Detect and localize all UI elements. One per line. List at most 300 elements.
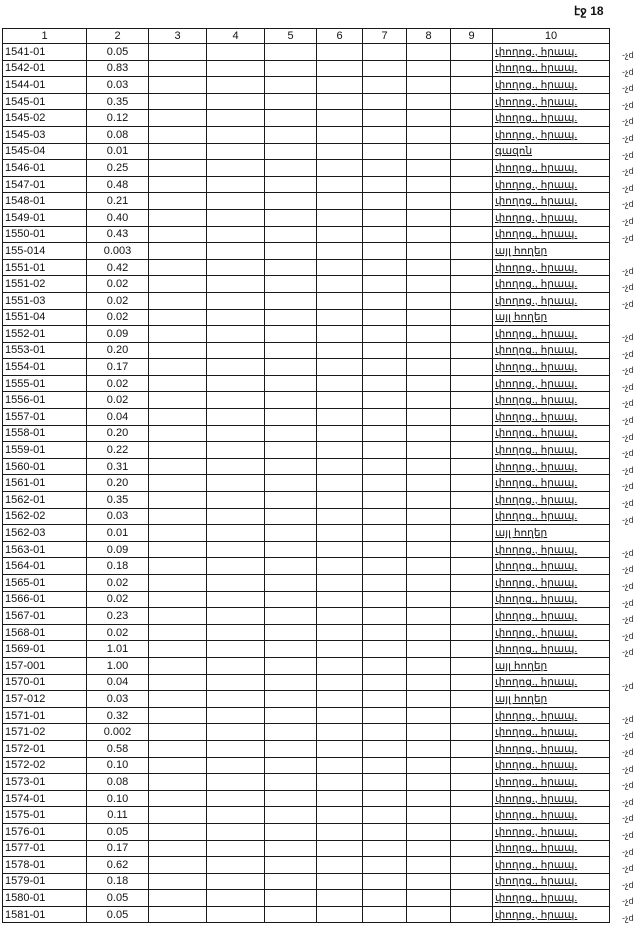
parcel-id-cell: 1562-01: [3, 492, 87, 509]
empty-cell: [149, 359, 207, 376]
column-header: 8: [407, 29, 451, 44]
empty-cell: [149, 475, 207, 492]
empty-cell: [451, 591, 493, 608]
area-cell: 0.25: [87, 160, 149, 177]
land-type-cell: փողոց., հրապ.: [493, 193, 610, 210]
empty-cell: [265, 44, 317, 61]
empty-cell: [407, 707, 451, 724]
land-type-cell: փողոց., հրապ.: [493, 508, 610, 525]
empty-cell: [363, 458, 407, 475]
empty-cell: [317, 375, 363, 392]
empty-cell: [317, 442, 363, 459]
empty-cell: [363, 624, 407, 641]
empty-cell: [265, 890, 317, 907]
empty-cell: [451, 774, 493, 791]
empty-cell: [149, 392, 207, 409]
empty-cell: [207, 906, 265, 923]
empty-cell: [451, 326, 493, 343]
empty-cell: [317, 707, 363, 724]
empty-cell: [363, 857, 407, 874]
empty-cell: [265, 823, 317, 840]
empty-cell: [451, 525, 493, 542]
land-type-cell: փողոց., հրապ.: [493, 840, 610, 857]
empty-cell: [265, 309, 317, 326]
empty-cell: [265, 492, 317, 509]
table-row: [3, 724, 610, 741]
empty-cell: [451, 110, 493, 127]
empty-cell: [317, 774, 363, 791]
margin-note: -չd: [622, 265, 634, 276]
empty-cell: [407, 840, 451, 857]
empty-cell: [317, 392, 363, 409]
empty-cell: [317, 906, 363, 923]
parcel-id-cell: 1542-01: [3, 60, 87, 77]
land-type-cell: փողոց., հրապ.: [493, 93, 610, 110]
empty-cell: [317, 342, 363, 359]
empty-cell: [265, 624, 317, 641]
table-row: [3, 44, 610, 61]
margin-note: -չd: [622, 66, 634, 77]
empty-cell: [317, 143, 363, 160]
empty-cell: [407, 342, 451, 359]
empty-cell: [317, 60, 363, 77]
empty-cell: [407, 790, 451, 807]
table-row: [3, 359, 610, 376]
land-type-cell: փողոց., հրապ.: [493, 724, 610, 741]
table-row: [3, 840, 610, 857]
empty-cell: [451, 840, 493, 857]
table-row: [3, 276, 610, 293]
margin-note: -չd: [622, 630, 634, 641]
parcel-id-cell: 1568-01: [3, 624, 87, 641]
table-row: [3, 93, 610, 110]
table-row: [3, 823, 610, 840]
empty-cell: [451, 60, 493, 77]
empty-cell: [149, 624, 207, 641]
empty-cell: [451, 691, 493, 708]
area-cell: 0.002: [87, 724, 149, 741]
empty-cell: [407, 209, 451, 226]
empty-cell: [451, 641, 493, 658]
empty-cell: [149, 209, 207, 226]
empty-cell: [363, 276, 407, 293]
land-type-cell: փողոց., հրապ.: [493, 375, 610, 392]
empty-cell: [207, 740, 265, 757]
margin-notes: [622, 47, 642, 926]
land-type-cell: փողոց., հրապ.: [493, 740, 610, 757]
empty-cell: [317, 492, 363, 509]
area-cell: 0.35: [87, 492, 149, 509]
empty-cell: [407, 458, 451, 475]
empty-cell: [265, 558, 317, 575]
empty-cell: [363, 657, 407, 674]
area-cell: 0.10: [87, 790, 149, 807]
empty-cell: [207, 160, 265, 177]
empty-cell: [451, 890, 493, 907]
empty-cell: [207, 442, 265, 459]
empty-cell: [149, 326, 207, 343]
table-row: [3, 657, 610, 674]
empty-cell: [207, 558, 265, 575]
parcel-id-cell: 1553-01: [3, 342, 87, 359]
column-header: 1: [3, 29, 87, 44]
land-type-cell: փողոց., հրապ.: [493, 110, 610, 127]
empty-cell: [451, 674, 493, 691]
empty-cell: [363, 243, 407, 260]
empty-cell: [265, 93, 317, 110]
empty-cell: [407, 807, 451, 824]
column-header: 10: [493, 29, 610, 44]
land-type-cell: փողոց., հրապ.: [493, 624, 610, 641]
margin-note: -չd: [622, 796, 634, 807]
empty-cell: [451, 226, 493, 243]
empty-cell: [451, 143, 493, 160]
empty-cell: [265, 425, 317, 442]
empty-cell: [265, 143, 317, 160]
margin-note: -չd: [622, 647, 634, 658]
empty-cell: [451, 541, 493, 558]
empty-cell: [317, 160, 363, 177]
empty-cell: [265, 906, 317, 923]
empty-cell: [265, 525, 317, 542]
margin-note: [622, 246, 642, 263]
empty-cell: [407, 624, 451, 641]
empty-cell: [363, 807, 407, 824]
empty-cell: [149, 77, 207, 94]
empty-cell: [407, 873, 451, 890]
area-cell: 0.05: [87, 906, 149, 923]
empty-cell: [149, 807, 207, 824]
area-cell: 1.01: [87, 641, 149, 658]
empty-cell: [265, 409, 317, 426]
empty-cell: [317, 657, 363, 674]
empty-cell: [407, 126, 451, 143]
empty-cell: [265, 359, 317, 376]
area-cell: 0.05: [87, 44, 149, 61]
empty-cell: [363, 326, 407, 343]
empty-cell: [407, 292, 451, 309]
empty-cell: [149, 160, 207, 177]
land-type-cell: փողոց., հրապ.: [493, 575, 610, 592]
empty-cell: [407, 60, 451, 77]
empty-cell: [265, 259, 317, 276]
empty-cell: [207, 209, 265, 226]
empty-cell: [207, 757, 265, 774]
area-cell: 0.02: [87, 392, 149, 409]
parcel-id-cell: 1580-01: [3, 890, 87, 907]
empty-cell: [149, 143, 207, 160]
land-type-cell: փողոց., հրապ.: [493, 160, 610, 177]
empty-cell: [363, 143, 407, 160]
area-cell: 0.003: [87, 243, 149, 260]
parcel-id-cell: 1570-01: [3, 674, 87, 691]
empty-cell: [363, 840, 407, 857]
table-row: [3, 624, 610, 641]
margin-note: -չd: [622, 763, 634, 774]
empty-cell: [149, 458, 207, 475]
empty-cell: [149, 176, 207, 193]
empty-cell: [149, 226, 207, 243]
empty-cell: [363, 209, 407, 226]
empty-cell: [317, 591, 363, 608]
land-type-cell: փողոց., հրապ.: [493, 409, 610, 426]
land-type-cell: փողոց., հրապ.: [493, 259, 610, 276]
empty-cell: [451, 375, 493, 392]
table-row: [3, 209, 610, 226]
empty-cell: [149, 292, 207, 309]
empty-cell: [407, 176, 451, 193]
parcel-id-cell: 1566-01: [3, 591, 87, 608]
table-row: [3, 243, 610, 260]
empty-cell: [407, 757, 451, 774]
column-header: 7: [363, 29, 407, 44]
margin-note: -չd: [622, 564, 634, 575]
land-type-cell: փողոց., հրապ.: [493, 541, 610, 558]
empty-cell: [317, 674, 363, 691]
empty-cell: [451, 160, 493, 177]
empty-cell: [317, 176, 363, 193]
empty-cell: [363, 392, 407, 409]
empty-cell: [149, 691, 207, 708]
empty-cell: [149, 840, 207, 857]
table-row: [3, 259, 610, 276]
empty-cell: [207, 176, 265, 193]
empty-cell: [149, 492, 207, 509]
land-type-cell: փողոց., հրապ.: [493, 591, 610, 608]
table-row: [3, 608, 610, 625]
empty-cell: [363, 342, 407, 359]
area-cell: 0.83: [87, 60, 149, 77]
empty-cell: [451, 392, 493, 409]
empty-cell: [363, 110, 407, 127]
empty-cell: [317, 309, 363, 326]
land-type-cell: փողոց., հրապ.: [493, 292, 610, 309]
empty-cell: [317, 209, 363, 226]
empty-cell: [317, 475, 363, 492]
empty-cell: [317, 193, 363, 210]
column-header: 5: [265, 29, 317, 44]
empty-cell: [451, 906, 493, 923]
area-cell: 0.11: [87, 807, 149, 824]
table-row: [3, 110, 610, 127]
empty-cell: [363, 359, 407, 376]
empty-cell: [363, 226, 407, 243]
empty-cell: [451, 276, 493, 293]
empty-cell: [317, 93, 363, 110]
empty-cell: [317, 126, 363, 143]
empty-cell: [363, 259, 407, 276]
table-row: [3, 442, 610, 459]
empty-cell: [207, 77, 265, 94]
empty-cell: [149, 823, 207, 840]
area-cell: 0.22: [87, 442, 149, 459]
area-cell: 0.02: [87, 575, 149, 592]
empty-cell: [451, 657, 493, 674]
margin-note: -չd: [622, 50, 634, 60]
margin-note: -չd: [622, 298, 634, 309]
margin-note: [622, 528, 642, 545]
empty-cell: [265, 60, 317, 77]
empty-cell: [207, 126, 265, 143]
land-type-cell: փողոց., հրապ.: [493, 276, 610, 293]
parcel-id-cell: 1551-01: [3, 259, 87, 276]
margin-note: -չd: [622, 182, 634, 193]
margin-note: -չd: [622, 514, 634, 525]
empty-cell: [149, 375, 207, 392]
parcel-id-cell: 1545-04: [3, 143, 87, 160]
column-header: 2: [87, 29, 149, 44]
empty-cell: [317, 541, 363, 558]
empty-cell: [451, 77, 493, 94]
empty-cell: [207, 226, 265, 243]
land-type-cell: փողոց., հրապ.: [493, 608, 610, 625]
margin-note: -չd: [622, 481, 634, 492]
empty-cell: [407, 591, 451, 608]
empty-cell: [451, 176, 493, 193]
margin-note: -չd: [622, 332, 634, 343]
empty-cell: [317, 641, 363, 658]
empty-cell: [265, 276, 317, 293]
empty-cell: [363, 740, 407, 757]
empty-cell: [207, 608, 265, 625]
parcel-id-cell: 1546-01: [3, 160, 87, 177]
empty-cell: [149, 657, 207, 674]
land-type-cell: փողոց., հրապ.: [493, 857, 610, 874]
margin-note: -չd: [622, 746, 634, 757]
empty-cell: [363, 674, 407, 691]
parcel-id-cell: 1564-01: [3, 558, 87, 575]
table-row: [3, 575, 610, 592]
empty-cell: [317, 77, 363, 94]
land-type-cell: փողոց., հրապ.: [493, 757, 610, 774]
parcel-id-cell: 1547-01: [3, 176, 87, 193]
margin-note: [622, 313, 642, 330]
empty-cell: [207, 575, 265, 592]
table-row: [3, 342, 610, 359]
land-type-cell: փողոց., հրապ.: [493, 641, 610, 658]
area-cell: 0.05: [87, 823, 149, 840]
empty-cell: [207, 508, 265, 525]
empty-cell: [207, 326, 265, 343]
empty-cell: [451, 342, 493, 359]
table-row: [3, 525, 610, 542]
empty-cell: [207, 492, 265, 509]
empty-cell: [363, 375, 407, 392]
empty-cell: [265, 110, 317, 127]
empty-cell: [265, 442, 317, 459]
land-type-cell: փողոց., հրապ.: [493, 342, 610, 359]
empty-cell: [317, 425, 363, 442]
empty-cell: [207, 724, 265, 741]
parcel-id-cell: 1577-01: [3, 840, 87, 857]
empty-cell: [265, 591, 317, 608]
empty-cell: [149, 110, 207, 127]
empty-cell: [265, 608, 317, 625]
area-cell: 0.18: [87, 558, 149, 575]
table-row: [3, 143, 610, 160]
empty-cell: [407, 93, 451, 110]
table-row: [3, 193, 610, 210]
empty-cell: [207, 243, 265, 260]
table-row: [3, 375, 610, 392]
area-cell: 0.43: [87, 226, 149, 243]
empty-cell: [149, 442, 207, 459]
parcel-id-cell: 1579-01: [3, 873, 87, 890]
margin-note: -չd: [622, 680, 634, 691]
table-row: [3, 691, 610, 708]
empty-cell: [451, 757, 493, 774]
column-header: 3: [149, 29, 207, 44]
empty-cell: [317, 857, 363, 874]
empty-cell: [451, 608, 493, 625]
column-header: 9: [451, 29, 493, 44]
empty-cell: [363, 608, 407, 625]
empty-cell: [207, 309, 265, 326]
margin-note: -չd: [622, 398, 634, 409]
margin-note: -չd: [622, 132, 634, 143]
area-cell: 0.05: [87, 890, 149, 907]
parcel-id-cell: 1557-01: [3, 409, 87, 426]
empty-cell: [363, 292, 407, 309]
empty-cell: [317, 740, 363, 757]
area-cell: 0.08: [87, 774, 149, 791]
area-cell: 0.31: [87, 458, 149, 475]
empty-cell: [207, 624, 265, 641]
margin-note: -չd: [622, 99, 634, 110]
empty-cell: [149, 60, 207, 77]
empty-cell: [451, 575, 493, 592]
empty-cell: [149, 857, 207, 874]
land-type-cell: գազոն: [493, 143, 610, 160]
empty-cell: [265, 674, 317, 691]
empty-cell: [207, 774, 265, 791]
empty-cell: [451, 243, 493, 260]
empty-cell: [149, 193, 207, 210]
area-cell: 0.62: [87, 857, 149, 874]
empty-cell: [451, 259, 493, 276]
empty-cell: [451, 44, 493, 61]
empty-cell: [207, 342, 265, 359]
area-cell: 0.20: [87, 475, 149, 492]
parcel-id-cell: 1569-01: [3, 641, 87, 658]
empty-cell: [407, 259, 451, 276]
empty-cell: [451, 857, 493, 874]
empty-cell: [407, 857, 451, 874]
empty-cell: [451, 707, 493, 724]
empty-cell: [451, 409, 493, 426]
parcel-id-cell: 1575-01: [3, 807, 87, 824]
empty-cell: [363, 193, 407, 210]
empty-cell: [149, 541, 207, 558]
table-row: [3, 641, 610, 658]
empty-cell: [207, 674, 265, 691]
empty-cell: [265, 126, 317, 143]
empty-cell: [407, 608, 451, 625]
empty-cell: [207, 193, 265, 210]
empty-cell: [407, 160, 451, 177]
empty-cell: [149, 558, 207, 575]
table-row: [3, 126, 610, 143]
area-cell: 0.20: [87, 342, 149, 359]
empty-cell: [207, 44, 265, 61]
empty-cell: [317, 624, 363, 641]
empty-cell: [207, 641, 265, 658]
margin-note: -չd: [622, 381, 634, 392]
empty-cell: [363, 77, 407, 94]
empty-cell: [265, 575, 317, 592]
empty-cell: [363, 906, 407, 923]
land-type-cell: փողոց., հրապ.: [493, 209, 610, 226]
